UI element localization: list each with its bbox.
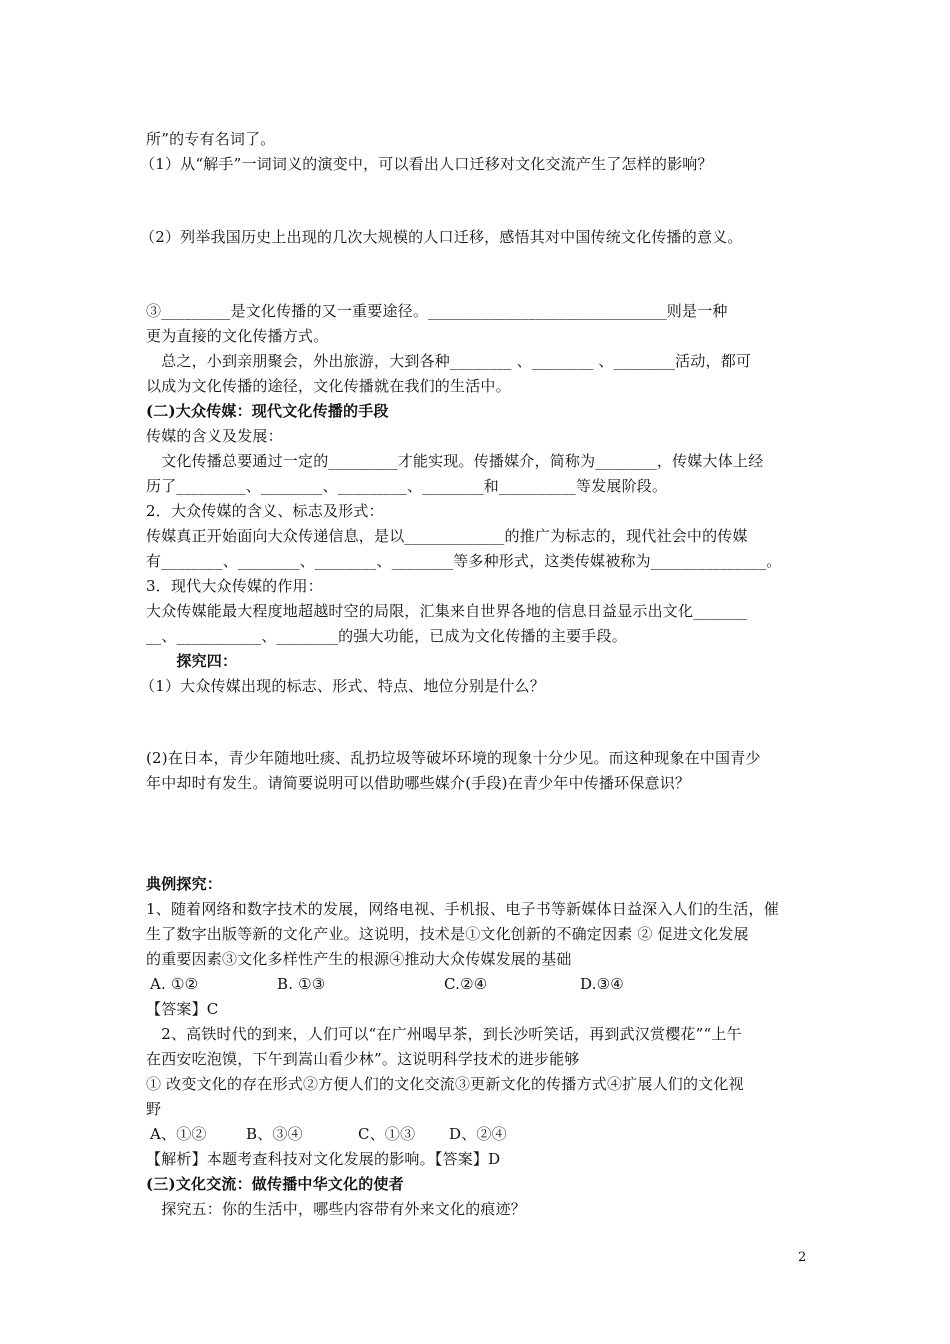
text-line: 野: [146, 1100, 162, 1118]
text-line: 以成为文化传播的途径，文化传播就在我们的生活中。: [146, 377, 511, 395]
text-line: 总之，小到亲朋聚会，外出旅游，大到各种________ 、________ 、________活动，都可: [146, 352, 752, 370]
text-line: 有________、________、________、________等多种形式，这类传媒被称为_______________。: [146, 552, 782, 570]
option-a: A. ①②: [150, 975, 199, 993]
text-line: __、___________、________的强大功能，已成为文化传播的主要手段。: [146, 627, 627, 645]
option-b: B、③④: [246, 1125, 303, 1143]
option-c: C、①③: [358, 1125, 416, 1143]
example-heading: 典例探究：: [146, 875, 223, 893]
inquiry-4-heading: 探究四：: [146, 652, 238, 670]
text-line: 历了_________、________、_________、________和__________等发展阶段。: [146, 477, 668, 495]
question-2: (2)在日本，青少年随地吐痰、乱扔垃圾等破坏环境的现象十分少见。而这种现象在中国青少: [146, 749, 761, 767]
text-line: 2．大众传媒的含义、标志及形式：: [146, 502, 384, 520]
text-line: 年中却时有发生。请简要说明可以借助哪些媒介(手段)在青少年中传播环保意识？: [146, 774, 691, 792]
text-line: 更为直接的文化传播方式。: [146, 327, 329, 345]
option-c: C.②④: [444, 975, 488, 993]
option-d: D、②④: [449, 1125, 507, 1143]
section-heading: (二)大众传媒：现代文化传播的手段: [146, 402, 389, 420]
text-line: 文化传播总要通过一定的_________才能实现。传播媒介，简称为________，传媒大体上经: [146, 452, 764, 470]
page-number: 2: [798, 1250, 807, 1265]
question-2: （2）列举我国历史上出现的几次大规模的人口迁移，感悟其对中国传统文化传播的意义。: [140, 228, 743, 246]
text-line: 大众传媒能最大程度地超越时空的局限，汇集来自世界各地的信息日益显示出文化_______: [146, 602, 748, 620]
text-line: 3．现代大众传媒的作用：: [146, 577, 323, 595]
text-line: 传媒真正开始面向大众传递信息，是以_____________的推广为标志的，现代社会中的传媒: [146, 527, 748, 545]
option-d: D.③④: [580, 975, 624, 993]
text-line: ① 改变文化的存在形式②方便人们的文化交流③更新文化的传播方式④扩展人们的文化视: [146, 1075, 744, 1093]
analysis-line: 【解析】本题考查科技对文化发展的影响。【答案】D: [146, 1150, 501, 1168]
text-line: 生了数字出版等新的文化产业。这说明，技术是①文化创新的不确定因素 ② 促进文化发展: [146, 925, 749, 943]
question-1: （1）从“解手”一词词义的演变中，可以看出人口迁移对文化交流产生了怎样的影响？: [140, 155, 713, 173]
section-heading: (三)文化交流：做传播中华文化的使者: [146, 1175, 404, 1193]
question-1: （1）大众传媒出现的标志、形式、特点、地位分别是什么？: [140, 677, 545, 695]
text-line: 所”的专有名词了。: [146, 130, 276, 148]
text-line: 传媒的含义及发展：: [146, 427, 283, 445]
option-b: B. ①③: [277, 975, 326, 993]
example-1: 1、随着网络和数字技术的发展，网络电视、手机报、电子书等新媒体日益深入人们的生活，催: [146, 900, 779, 918]
text-line: 在西安吃泡馍，下午到嵩山看少林”。这说明科学技术的进步能够: [146, 1050, 580, 1068]
answer-line: 【答案】C: [146, 1000, 219, 1018]
example-2: 2、高铁时代的到来，人们可以“在广州喝早茶，到长沙听笑话，再到武汉赏樱花”“上午: [146, 1025, 742, 1043]
inquiry-5: 探究五：你的生活中，哪些内容带有外来文化的痕迹？: [146, 1200, 527, 1218]
text-line: ③_________是文化传播的又一重要途径。_______________________________则是一种: [146, 302, 728, 320]
option-a: A、①②: [150, 1125, 207, 1143]
text-line: 的重要因素③文化多样性产生的根源④推动大众传媒发展的基础: [146, 950, 572, 968]
